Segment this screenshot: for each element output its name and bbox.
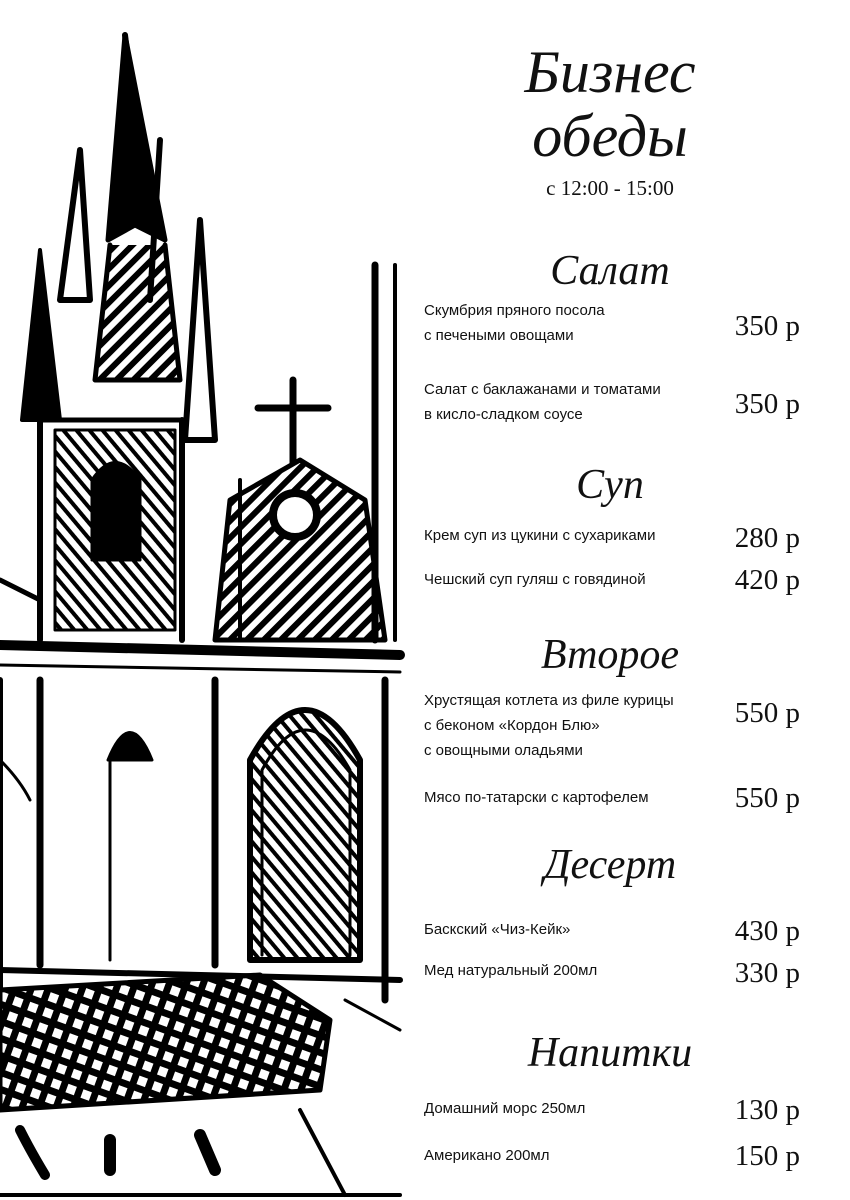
menu-item-price: 280 р	[734, 522, 800, 554]
menu-item-line: Мед натуральный 200мл	[424, 962, 598, 979]
menu-item-line: в кисло-сладком соусе	[424, 406, 583, 423]
menu-item-line: с овощными оладьями	[424, 742, 583, 759]
menu-item-name	[424, 917, 714, 942]
menu-item-line: Скумбрия пряного посола	[424, 302, 605, 319]
menu-item-line: Хрустящая котлета из филе курицы	[424, 692, 674, 709]
menu-item-price: 430 р	[734, 915, 800, 947]
menu-item-line: Мясо по-татарски с картофелем	[424, 789, 649, 806]
lunch-hours: с 12:00 - 15:00	[546, 176, 674, 200]
menu-item-name	[424, 1143, 714, 1168]
menu-item-line: Чешский суп гуляш с говядиной	[424, 571, 646, 588]
church-sketch-illustration	[0, 0, 405, 1200]
menu-item-name	[424, 523, 714, 548]
section-title-drinks: Напитки	[527, 1030, 693, 1076]
section-title-dessert: Десерт	[543, 842, 677, 888]
menu-item-price: 550 р	[734, 697, 800, 729]
menu-title-line1: Бизнес	[524, 39, 696, 105]
menu-item-line: с печеными овощами	[424, 327, 574, 344]
menu-item-price: 130 р	[734, 1094, 800, 1126]
section-title-salad: Салат	[550, 248, 670, 294]
section-title-soup: Суп	[576, 462, 644, 508]
menu-item-name	[424, 377, 714, 427]
menu-item-line: Домашний морс 250мл	[424, 1100, 586, 1117]
menu-item-price: 350 р	[734, 388, 800, 420]
section-title-main-course: Второе	[540, 632, 680, 678]
menu-item-line: с беконом «Кордон Блю»	[424, 717, 600, 734]
menu-item-price: 330 р	[734, 957, 800, 989]
menu-item-line: Баскский «Чиз-Кейк»	[424, 921, 571, 938]
menu-item-name	[424, 567, 714, 592]
menu-item-price: 550 р	[734, 782, 800, 814]
menu-item-price: 150 р	[734, 1140, 800, 1172]
menu-item-line: Американо 200мл	[424, 1147, 550, 1164]
menu-item-line: Салат с баклажанами и томатами	[424, 381, 661, 398]
menu-item-name	[424, 688, 714, 763]
menu-item-price: 420 р	[734, 564, 800, 596]
menu-item-price: 350 р	[734, 310, 800, 342]
menu-item-name	[424, 1096, 714, 1121]
menu-item-name	[424, 958, 714, 983]
menu-item-line: Крем суп из цукини с сухариками	[424, 527, 656, 544]
menu-item-name	[424, 785, 714, 810]
menu-title-line2: обеды	[532, 103, 688, 169]
menu-item-name	[424, 298, 714, 348]
